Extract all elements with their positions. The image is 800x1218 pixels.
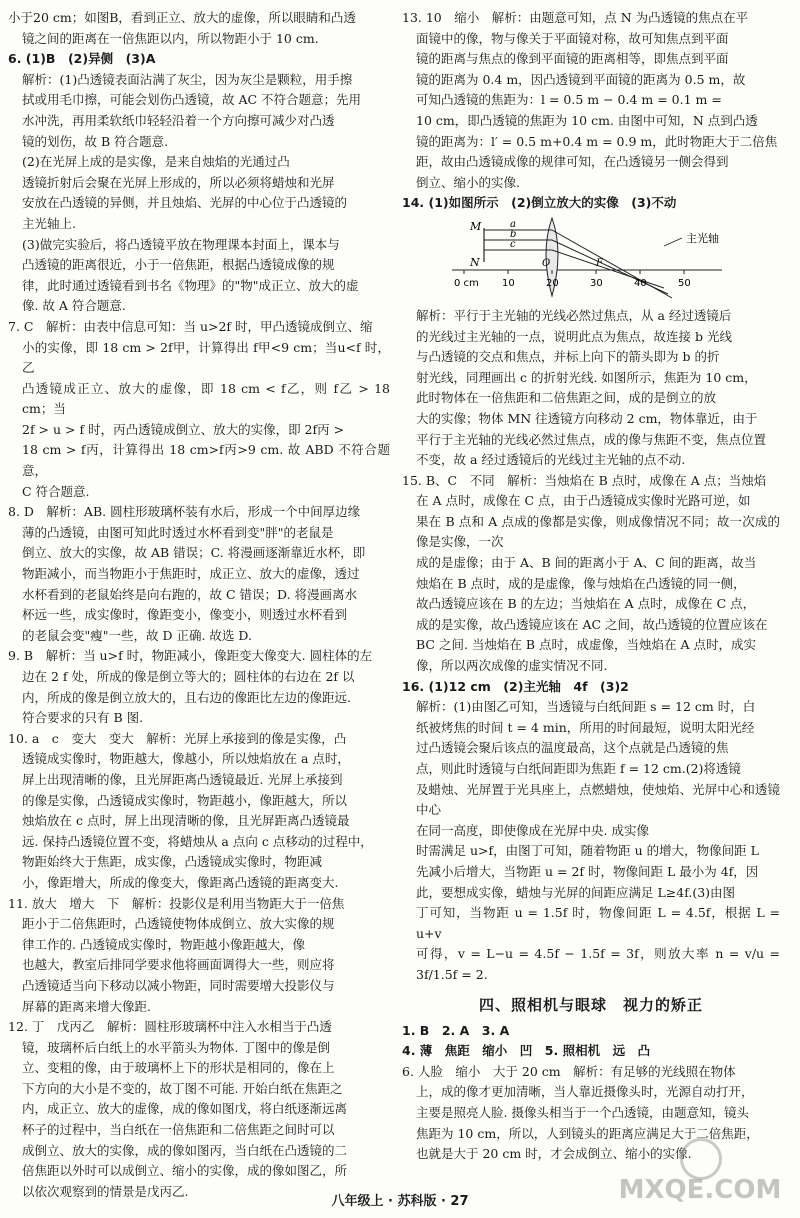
text-line: 的像是实像，凸透镜成实像时，物距越小，像距越大，所以: [22, 792, 348, 808]
answer-16: [402, 677, 780, 986]
text-line: 镜，玻璃杯后白纸上的水平箭头为物体. 丁图中的像是倒: [22, 1039, 330, 1055]
text-line: 像. 故 A 符合题意.: [22, 298, 126, 314]
text-line: 在 A 点时，成像在 C 点，由于凸透镜成实像时光路可逆，如: [416, 493, 751, 509]
text-line: 10. a c 变大 变大 解析：光屏上承接到的像是实像，凸: [8, 730, 347, 746]
text-line: 可知凸透镜的焦距为：l = 0.5 m − 0.4 m = 0.1 m =: [416, 92, 722, 108]
label-a: a: [510, 218, 516, 230]
text-line: 主光轴上.: [22, 215, 76, 231]
text-line: 水冲洗，再用柔软纸巾轻轻沿着一个方向擦可减少对凸透: [22, 112, 335, 128]
text-line: 也就是大于 20 cm 时，才会成倒立、缩小的实像.: [416, 1146, 692, 1162]
text-line: 符合要求的只有 B 图.: [22, 710, 144, 726]
text-line: (2)在光屏上成的是实像，是来自烛焰的光通过凸: [22, 154, 290, 170]
answer-14: [402, 193, 780, 470]
text-line: 过凸透镜会聚后该点的温度最高，这个点就是凸透镜的焦: [416, 740, 729, 756]
text-line: 像，所以两次成像的虚实情况不同.: [416, 658, 608, 674]
answer-10: [8, 729, 390, 894]
page-footer: 八年级上 · 苏科版 · 27: [331, 1194, 469, 1209]
text-line: 杯远一些，成实像时，像距变小，像变小，则透过水杯看到: [22, 607, 348, 623]
text-line: 丁可知，当物距 u = 1.5f 时，物像间距 L = 4.5f，根据 L = u+v: [416, 905, 780, 941]
text-line: 此时物体在一倍焦距和二倍焦距之间，成的是倒立的放: [416, 390, 717, 406]
text-line: 与凸透镜的交点和焦点，并标上向下的箭头即为 b 的折: [416, 349, 720, 365]
answer-12: [8, 1017, 390, 1202]
text-line: 也越大，教室后排同学要求他将画面调得大一些，则应将: [22, 957, 335, 973]
text-line: 透镜成实像时，物距越大，像越小，所以烛焰放在 a 点时，: [22, 751, 350, 767]
tick-label: 0 cm: [454, 277, 479, 289]
text-line: 小于20 cm；如图B，看到正立、放大的虚像，所以眼睛和凸透: [8, 10, 356, 25]
text-line: 物距减小，而当物距小于焦距时，成正立、放大的虚像，透过: [22, 566, 360, 582]
text-line: 镜的距离为 0.4 m，因凸透镜到平面镜的距离为 0.5 m，故: [416, 71, 746, 87]
lens-ray-diagram: [432, 216, 732, 302]
short-answers: [402, 1021, 780, 1062]
text-line: 解析：(1)凸透镜表面沾满了灰尘，因为灰尘是颗粒，用手擦: [22, 71, 353, 87]
text-line: 水杯看到的老鼠始终是向右跑的，故 C 错误；D. 将漫画离水: [22, 586, 358, 602]
text-line: 10 cm，即凸透镜的焦距为 10 cm. 由图中可知，N 点到凸透: [416, 112, 758, 128]
text-line: 拭或用毛巾擦，可能会划伤凸透镜，故 AC 不符合题意；先用: [22, 92, 362, 108]
text-line: 屏幕的距离来增大像距.: [22, 998, 151, 1014]
text-line: 时需满足 u>f，由图丁可知，随着物距 u 的增大，物像间距 L: [416, 843, 759, 859]
watermark-text: MXQE.COM: [618, 1175, 782, 1205]
text-line: 8. D 解析：AB. 圆柱形玻璃杯装有水后，形成一个中间厚边缘: [8, 504, 361, 520]
label-c: c: [510, 238, 516, 250]
text-line: 边在 2 f 处，所成的像是倒立等大的；圆柱体的右边在 2f 以: [22, 669, 355, 684]
text-line: 距，故由凸透镜成像的规律可知，在凸透镜另一侧会得到: [416, 154, 729, 170]
text-line: 倍焦距以外时可以成倒立、缩小的实像，成的像如图乙，所: [22, 1163, 348, 1179]
text-line: 先减小后增大，当物距 u = 2f 时，物像间距 L 最小为 4f，因: [416, 863, 759, 879]
text-line: 物距始终大于焦距，成实像，凸透镜成实像时，物距减: [22, 854, 323, 870]
left-column: [8, 8, 390, 1202]
answer-6: [8, 49, 390, 317]
text-line: 镜的距离为：l′ = 0.5 m+0.4 m = 0.9 m，此时物距大于二倍焦: [416, 133, 778, 149]
answer-13: [402, 8, 780, 193]
watermark-stamp-icon: [680, 1138, 722, 1180]
text-line: 解析：平行于主光轴的光线必然过焦点，从 a 经过透镜后: [416, 307, 732, 323]
text-line: 安放在凸透镜的异侧，并且烛焰、光屏的中心位于凸透镜的: [22, 195, 348, 211]
text-line: 可得，v = L−u = 4.5f − 1.5f = 3f，则放大率 n = v/u = 3f/1.5f = 2.: [416, 946, 780, 982]
text-line: 透镜折射后会聚在光屏上形成的，所以必须将蜡烛和光屏: [22, 174, 335, 190]
text-line: 立、变粗的像，由于玻璃杯上下的形状是相同的，像在上: [22, 1060, 335, 1076]
text-line: 以依次观察到的情景是戊丙乙.: [22, 1183, 189, 1199]
text-line: 下方向的大小是不变的，故丁图不可能. 开始白纸在焦距之: [22, 1080, 343, 1096]
text-line: 小的实像，即 18 cm > 2f甲，计算得出 f甲<9 cm；当u<f 时，乙: [22, 339, 390, 376]
text-line: 倒立、缩小的实像.: [416, 174, 520, 190]
text-line: 此，要想成实像，蜡烛与光屏的间距应满足 L≥4f.(3)由图: [416, 884, 736, 900]
text-line: 内，成正立、放大的虚像，成的像如图戊，将白纸逐渐远离: [22, 1101, 348, 1117]
text-line: 倒立、放大的实像，故 AB 错误；C. 将漫画逐渐靠近水杯，即: [22, 545, 366, 561]
right-column: [402, 8, 780, 1165]
text-line: 在同一高度，即使像成在光屏中央. 成实像: [416, 822, 649, 838]
text-line: 律工作的. 凸透镜成实像时，物距越小像距越大，像: [22, 936, 305, 952]
text-line: 烛焰在 B 点时，成的是虚像，像与烛焰在凸透镜的同一侧，: [416, 575, 746, 591]
text-line: BC 之间. 当烛焰在 B 点时，成虚像，当烛焰在 A 点时，成实: [416, 637, 757, 653]
text-line: 点，则此时透镜与白纸间距即为焦距 f = 12 cm.(2)将透镜: [416, 761, 741, 776]
tick-label: 30: [590, 277, 603, 289]
text-line: 的光线过主光轴的一点，说明此点为焦点，故连接 b 光线: [416, 328, 732, 344]
text-line: 18 cm > f丙，计算得出 18 cm>f丙>9 cm. 故 ABD 不符合题意，: [22, 442, 390, 479]
text-line: 距小于二倍焦距时，凸透镜使物体成倒立、放大实像的规: [22, 916, 335, 932]
answer-15: [402, 471, 780, 677]
tick-label: 50: [678, 277, 691, 289]
text-line: 远. 保持凸透镜位置不变，将蜡烛从 a 点向 c 点移动的过程中，: [22, 833, 373, 849]
text-line: 小，像距增大，所成的像变大，像距离凸透镜的距离变大.: [22, 874, 339, 890]
text-line: 4. 薄 焦距 缩小 凹 5. 照相机 远 凸: [402, 1043, 651, 1059]
text-line: 7. C 解析：由表中信息可知：当 u>2f 时，甲凸透镜成倒立、缩: [8, 318, 373, 334]
text-line: 6. 人脸 缩小 大于 20 cm 解析：有足够的光线照在物体: [402, 1063, 736, 1079]
label-b: b: [510, 228, 517, 240]
answer-head: 16. (1)12 cm (2)主光轴 4f (3)2: [402, 678, 629, 694]
text-line: 成的是虚像；由于 A、B 间的距离小于 A、C 间的距离，故当: [416, 555, 757, 571]
label-o: O: [542, 257, 551, 269]
text-line: 不变，故 a 经过透镜后的光线过主光轴的点不动.: [416, 452, 686, 468]
text-line: 律，此时通过透镜看到书名《物理》的"物"成正立、放大的虚: [22, 277, 359, 293]
text-line: 杯子的过程中，当白纸在一倍焦距和二倍焦距之间时可以: [22, 1122, 335, 1138]
text-line: 凸透镜的距离很近，小于一倍焦距，根据凸透镜成像的规: [22, 257, 335, 273]
text-line: (3)做完实验后，将凸透镜平放在物理课本封面上，课本与: [22, 236, 340, 252]
text-line: 解析：(1)由图乙可知，当透镜与白纸间距 s = 12 cm 时，白: [416, 699, 756, 715]
axis-label-leader: [664, 238, 682, 246]
text-line: 凸透镜成正立、放大的虚像，即 18 cm < f乙，则 f乙 > 18 cm；当: [22, 380, 390, 417]
text-line: 内，所成的像是倒立放大的，且右边的像距比左边的像距远.: [22, 689, 351, 705]
text-line: 13. 10 缩小 解析：由题意可知，点 N 为凸透镜的焦点在平: [402, 10, 749, 25]
label-n: N: [470, 255, 480, 269]
axis-label: 主光轴: [686, 231, 719, 245]
text-line: 及蜡烛、光屏置于光具座上，点燃蜡烛，使烛焰、光屏中心和透镜中心: [416, 781, 780, 818]
text-line: 12. 丁 戊丙乙 解析：圆柱形玻璃杯中注入水相当于凸透: [8, 1019, 332, 1035]
text-line: 镜的距离与焦点的像到平面镜的距离相等，即焦点到平面: [416, 51, 729, 67]
text-line: 果在 B 点和 A 点成的像都是实像，则成像情况不同；故一次成的像是实像，一次: [416, 513, 780, 550]
answer-8: [8, 502, 390, 646]
answer-head: 14. (1)如图所示 (2)倒立放大的实像 (3)不动: [402, 195, 677, 211]
text-line: 9. B 解析：当 u>f 时，物距减小，像距变大像变大. 圆柱体的左: [8, 648, 373, 664]
text-line: 面镜中的像，物与像关于平面镜对称，故可知焦点到平面: [416, 30, 729, 46]
text-line: 镜之间的距离在一倍焦距以内，所以物距小于 10 cm.: [22, 30, 319, 46]
text-line: 2f > u > f 时，丙凸透镜成倒立、放大的实像，即 2f丙 >: [22, 421, 345, 437]
text-line: 焦距为 10 cm，所以，人到镜头的距离应满足大于二倍焦距，: [416, 1125, 759, 1141]
text-line: 纸被烤焦的时间 t = 4 min，所用的时间最短，说明太阳光经: [416, 719, 755, 735]
answer-11: [8, 894, 390, 1018]
text-line: 平行于主光轴的光线必然过焦点，成的像与焦距不变，焦点位置: [416, 431, 767, 447]
tick-label: 40: [634, 277, 647, 289]
refracted-ray-b: [552, 240, 668, 294]
text-line: 大的实像；物体 MN 往透镜方向移动 2 cm，物体靠近，由于: [416, 410, 758, 426]
answer-head: 6. (1)B (2)异侧 (3)A: [8, 51, 156, 67]
text-line: 屏上出现清晰的像，且光屏距离凸透镜最近. 光屏上承接到: [22, 771, 343, 787]
text-line: 主要是照亮人脸. 摄像头相当于一个凸透镜，由题意知，镜头: [416, 1104, 749, 1120]
text-line: 故凸透镜应该在 B 的左边；当烛焰在 A 点时，成像在 C 点，: [416, 596, 756, 612]
text-line: 成倒立、放大的实像，成的像如图丙，当白纸在凸透镜的二: [22, 1142, 348, 1158]
text-line: 1. B 2. A 3. A: [402, 1022, 510, 1038]
text-line: 11. 放大 增大 下 解析：投影仪是利用当物距大于一倍焦: [8, 895, 345, 911]
text-line: 15. B、C 不同 解析：当烛焰在 B 点时，成像在 A 点；当烛焰: [402, 472, 767, 488]
label-f: F: [596, 257, 603, 269]
text-line: C 符合题意.: [22, 483, 90, 499]
text-line: 成的是实像，故凸透镜应该在 AC 之间，故凸透镜的位置应该在: [416, 616, 768, 632]
answer-7: [8, 317, 390, 502]
text-line: 烛焰放在 c 点时，屏上出现清晰的像，且光屏距离凸透镜最: [22, 813, 350, 829]
text-line: 镜的划伤，故 B 符合题意.: [22, 133, 169, 149]
tick-label: 20: [546, 277, 559, 289]
tick-label: 10: [502, 277, 515, 289]
text-line: 上，成的像才更加清晰，当人靠近摄像头时，光源自动打开，: [416, 1084, 754, 1100]
text-line: 的老鼠会变"瘦"一些，故 D 正确. 故选 D.: [22, 627, 252, 643]
text-line: 射光线，同理画出 c 的折射光线. 如图所示，焦距为 10 cm，: [416, 369, 757, 385]
text-line: 薄的凸透镜，由图可知此时透过水杯看到变"胖"的老鼠是: [22, 524, 334, 540]
answer-9: [8, 646, 390, 728]
refracted-ray-c: [552, 250, 664, 288]
intro-block: [8, 8, 390, 49]
section-title: 四、照相机与眼球 视力的矫正: [478, 995, 703, 1014]
text-line: 凸透镜适当向下移动以减小物距，同时需要增大投影仪与: [22, 977, 335, 993]
label-m: M: [470, 219, 482, 233]
tick-marks: [464, 270, 684, 274]
